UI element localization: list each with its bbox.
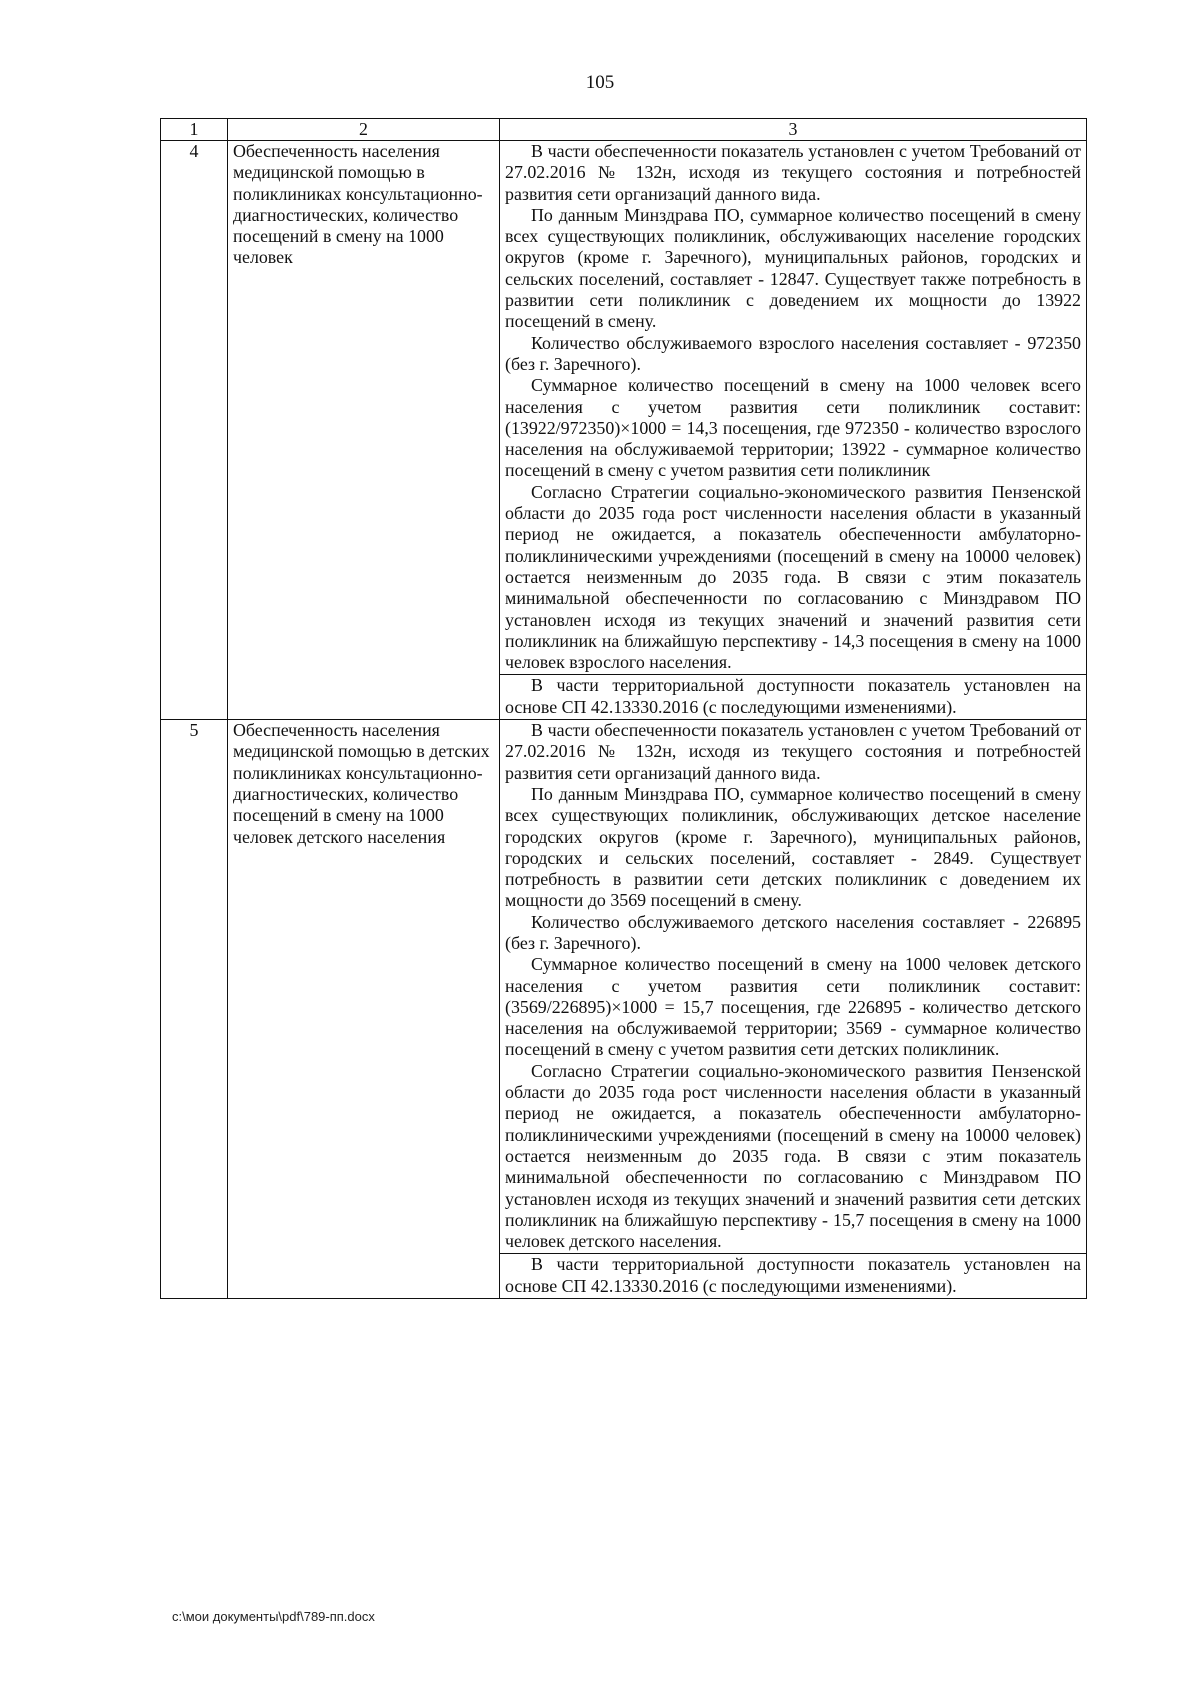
indicator-name: Обеспеченность населения медицинской помощью в детских поликлиниках консультационно-диагностических, количество посещений в смену на 1000 человек детского населения bbox=[228, 720, 500, 1299]
accessibility-justification bbox=[500, 675, 1087, 720]
paragraph: Согласно Стратегии социально-экономического развития Пензенской области до 2035 года рост численности населения области в указанный период не ожидается, а показатель обеспеченности амбулаторно-поликлиническими учреждениями (посещений в смену на 10000 человек) остается неизменным до 2035 года. В связи с этим показатель минимальной обеспеченности по согласованию с Минздравом ПО установлен исходя из текущих значений и значений развития сети детских поликлиник на ближайшую перспективу - 15,7 посещения в смену на 1000 человек детского населения. bbox=[505, 1060, 1081, 1252]
provision-justification bbox=[500, 141, 1087, 675]
paragraph: Количество обслуживаемого детского населения составляет - 226895 (без г. Заречного). bbox=[505, 911, 1081, 953]
provision-justification bbox=[500, 720, 1087, 1254]
column-header-3: 3 bbox=[500, 119, 1087, 141]
table-row bbox=[161, 141, 1087, 675]
column-header-1: 1 bbox=[161, 119, 228, 141]
table-row bbox=[161, 720, 1087, 1254]
paragraph: В части обеспеченности показатель установлен с учетом Требований от 27.02.2016 № 132н, исходя из текущего состояния и потребностей развития сети организаций данного вида. bbox=[505, 141, 1081, 204]
paragraph: Суммарное количество посещений в смену на 1000 человек всего населения с учетом развития сети поликлиник составит: (13922/972350)×1000 = 14,3 посещения, где 972350 - количество взрослого населения на обслуживаемой территории; 13922 - суммарное количество посещений в смену с учетом развития сети поликлиник bbox=[505, 375, 1081, 481]
row-number: 5 bbox=[161, 720, 228, 1299]
paragraph: В части обеспеченности показатель установлен с учетом Требований от 27.02.2016 № 132н, исходя из текущего состояния и потребностей развития сети организаций данного вида. bbox=[505, 720, 1081, 783]
paragraph: Количество обслуживаемого взрослого населения составляет - 972350 (без г. Заречного). bbox=[505, 332, 1081, 374]
accessibility-justification bbox=[500, 1254, 1087, 1299]
standards-table bbox=[160, 118, 1087, 1299]
file-path-footer: c:\мои документы\pdf\789-пп.docx bbox=[172, 1609, 375, 1624]
paragraph: Суммарное количество посещений в смену на 1000 человек детского населения с учетом развития сети поликлиник составит: (3569/226895)×1000 = 15,7 посещения, где 226895 - количество детского населения на обслуживаемой территории; 3569 - суммарное количество посещений в смену с учетом развития сети детских поликлиник. bbox=[505, 954, 1081, 1060]
paragraph: В части территориальной доступности показатель установлен на основе СП 42.13330.2016 (с последующими изменениями). bbox=[505, 1254, 1081, 1296]
paragraph: По данным Минздрава ПО, суммарное количество посещений в смену всех существующих поликлиник, обслуживающих детское население городских округов (кроме г. Заречного), муниципальных районов, городских и сельских поселений, составляет - 2849. Существует потребность в развитии сети детских поликлиник с доведением их мощности до 3569 посещений в смену. bbox=[505, 783, 1081, 911]
table-header-row bbox=[161, 119, 1087, 141]
row-number: 4 bbox=[161, 141, 228, 720]
indicator-name: Обеспеченность населения медицинской помощью в поликлиниках консультационно-диагностических, количество посещений в смену на 1000 человек bbox=[228, 141, 500, 720]
paragraph: В части территориальной доступности показатель установлен на основе СП 42.13330.2016 (с последующими изменениями). bbox=[505, 675, 1081, 717]
column-header-2: 2 bbox=[228, 119, 500, 141]
paragraph: По данным Минздрава ПО, суммарное количество посещений в смену всех существующих поликлиник, обслуживающих население городских округов (кроме г. Заречного), муниципальных районов, городских и сельских поселений, составляет - 12847. Существует также потребность в развитии сети поликлиник с доведением их мощности до 13922 посещений в смену. bbox=[505, 204, 1081, 332]
page-number: 105 bbox=[585, 72, 615, 93]
paragraph: Согласно Стратегии социально-экономического развития Пензенской области до 2035 года рост численности населения области в указанный период не ожидается, а показатель обеспеченности амбулаторно-поликлиническими учреждениями (посещений в смену на 10000 человек) остается неизменным до 2035 года. В связи с этим показатель минимальной обеспеченности по согласованию с Минздравом ПО установлен исходя из текущих значений и значений развития сети поликлиник на ближайшую перспективу - 14,3 посещения в смену на 1000 человек взрослого населения. bbox=[505, 481, 1081, 673]
